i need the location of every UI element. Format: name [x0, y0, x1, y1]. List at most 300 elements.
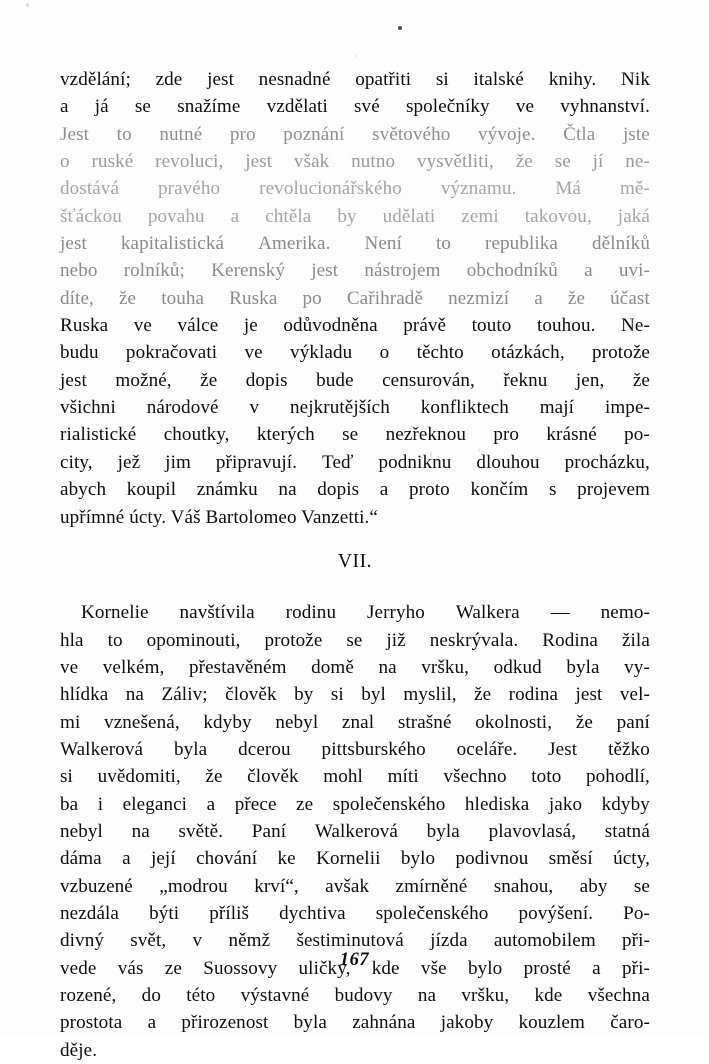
scan-speckle — [355, 55, 357, 57]
word: je — [243, 315, 258, 337]
word: Kerenský — [211, 260, 286, 282]
word: pohodlí, — [586, 766, 650, 788]
word: ba — [60, 793, 79, 815]
word: vznešená, — [104, 711, 180, 733]
word: kdyby — [601, 793, 650, 815]
word: vzdělati — [266, 96, 328, 118]
word: společníky — [405, 96, 490, 118]
word: impe- — [604, 397, 650, 419]
word: významu. — [440, 178, 517, 200]
word: jest — [207, 69, 234, 90]
word: censurován, — [382, 369, 475, 391]
word: Kornelii — [316, 848, 381, 870]
word: společenského — [332, 793, 446, 815]
word: navštívila — [179, 602, 255, 624]
word: vel- — [619, 684, 650, 706]
word: poznání — [283, 123, 345, 145]
word: prosté — [523, 957, 571, 979]
word: Ne- — [621, 315, 650, 337]
word: nemo- — [600, 602, 650, 624]
word: na — [417, 985, 437, 1006]
word: se — [633, 875, 650, 897]
word: revolucionářského — [259, 178, 402, 200]
word: jakoby — [440, 1012, 494, 1034]
word: Ruska — [60, 315, 109, 337]
text-block — [60, 66, 650, 1064]
word: statná — [604, 820, 650, 842]
word: pro — [493, 424, 520, 446]
word: se — [134, 96, 152, 118]
word: — — [550, 602, 570, 624]
word: nutno — [351, 151, 396, 173]
word: směsí — [548, 848, 593, 870]
text-line — [60, 599, 650, 626]
word: by — [337, 205, 357, 227]
word: revoluci, — [155, 151, 224, 173]
word: Ruska — [229, 287, 278, 309]
page-folio: 167 — [339, 950, 370, 970]
word: vršku, — [421, 656, 470, 678]
word: se — [346, 629, 363, 651]
text-line — [60, 175, 650, 202]
word: byla — [173, 738, 208, 760]
word: plavovlasá, — [488, 820, 577, 842]
word: velkém, — [102, 656, 165, 678]
word: na — [378, 656, 397, 678]
word: úcty, — [613, 848, 650, 870]
word: znal — [341, 711, 375, 733]
word: míti — [387, 766, 419, 788]
word: Čtla — [563, 123, 596, 145]
word: dopis — [245, 369, 288, 391]
word: konfliktech — [420, 397, 509, 419]
word: na — [278, 479, 297, 501]
word: podniknu — [378, 451, 452, 473]
word: kdyby — [203, 711, 252, 733]
word: paní — [616, 711, 650, 733]
word: myslil, — [403, 684, 457, 706]
word: končím — [470, 479, 529, 501]
word: já — [94, 96, 109, 118]
word: ne- — [625, 151, 650, 173]
word: chování — [196, 848, 258, 870]
word: při- — [622, 957, 650, 979]
word: hlediska — [464, 793, 530, 815]
word: vysvětliti, — [416, 151, 494, 173]
word: Jest — [60, 123, 90, 145]
word: jež — [117, 451, 141, 473]
word: jim — [165, 451, 191, 473]
word: svět, — [130, 930, 167, 952]
word: krví“, — [254, 875, 299, 897]
text-line — [60, 681, 650, 708]
word: kde — [534, 985, 563, 1006]
word: byla — [426, 820, 460, 842]
word: Suossovy — [203, 957, 278, 979]
word: pro — [229, 123, 256, 145]
word: její — [150, 848, 176, 870]
word: kterých — [256, 424, 315, 446]
word: jste — [622, 123, 650, 145]
word: hla — [60, 629, 84, 651]
word: pravého — [157, 178, 221, 200]
word: Walkerová — [314, 820, 398, 842]
word: že — [205, 766, 223, 788]
word: neskrývala. — [429, 629, 519, 651]
word: jako — [548, 793, 583, 815]
word: jízda — [430, 930, 468, 952]
word: Není — [364, 233, 402, 255]
word: Po- — [623, 902, 650, 924]
word: účast — [610, 287, 650, 309]
word: že — [632, 369, 650, 391]
word: toto — [531, 766, 562, 788]
text-line — [60, 449, 650, 476]
word: vyhnanství. — [560, 96, 650, 118]
word: povahu — [147, 205, 205, 227]
word: pokračovati — [125, 342, 218, 364]
word: si — [435, 69, 449, 90]
word: okolnosti, — [475, 711, 553, 733]
word: jest — [575, 684, 603, 706]
word: divný — [60, 930, 104, 952]
word: hlídka — [60, 684, 109, 706]
word: příliš — [209, 902, 250, 924]
word: přestavěném — [188, 656, 287, 678]
word: mají — [539, 397, 575, 419]
word: a — [584, 260, 593, 282]
word: vršku, — [461, 985, 510, 1006]
word: automobilem — [493, 930, 596, 952]
word: světě. — [178, 820, 224, 842]
word: rodinu — [285, 602, 337, 624]
word: rialistické — [60, 424, 137, 446]
word: Záliv; — [161, 684, 208, 706]
word: opatřiti — [355, 69, 412, 90]
text-line — [60, 257, 650, 284]
text-line: upřímné úcty. Váš Bartolomeo Vanzetti.“ — [60, 506, 378, 528]
word: by — [294, 684, 314, 706]
word: snahou, — [493, 875, 554, 897]
word: těžko — [608, 738, 650, 760]
word: choutky, — [163, 424, 230, 446]
word: takovou, — [524, 205, 592, 227]
word: uličky, — [298, 957, 351, 979]
word: oceláře. — [456, 738, 518, 760]
word: city, — [60, 451, 93, 473]
word: člověk — [225, 684, 277, 706]
word: zemi — [461, 205, 499, 227]
word: chtěla — [265, 205, 312, 227]
word: přirozenost — [181, 1012, 269, 1034]
word: žila — [621, 629, 650, 651]
word: díte, — [60, 287, 94, 309]
text-line — [60, 763, 650, 790]
word: republika — [485, 233, 559, 255]
word: ruské — [91, 151, 134, 173]
word: nesnadné — [258, 69, 331, 90]
word: Walkera — [455, 602, 520, 624]
word: rolníků; — [123, 260, 185, 282]
word: mi — [60, 711, 81, 733]
word: známku — [196, 479, 258, 501]
word: se — [342, 424, 359, 446]
word: mohl — [323, 766, 363, 788]
word: budu — [60, 342, 99, 364]
word: společenského — [375, 902, 489, 924]
word: pittsburského — [321, 738, 426, 760]
scan-speckle — [26, 3, 29, 7]
word: Kornelie — [81, 602, 149, 624]
word: to — [116, 123, 132, 145]
word: kapitalistická — [120, 233, 225, 255]
word: zde — [155, 69, 183, 90]
word: nezdála — [60, 902, 119, 924]
word: vás — [117, 957, 144, 979]
word: s — [548, 479, 557, 501]
word: právě — [403, 315, 447, 337]
text-line — [60, 312, 650, 339]
letter-continuation-paragraph — [60, 66, 650, 531]
word: že — [474, 684, 492, 706]
word: aby — [579, 875, 608, 897]
word: uvi- — [618, 260, 650, 282]
word: abych — [60, 479, 107, 501]
word: jaká — [617, 205, 650, 227]
word: to — [435, 233, 452, 255]
word: Teď — [322, 451, 354, 473]
word: podivnou — [455, 848, 529, 870]
word: uvědomiti, — [97, 766, 181, 788]
word: ze — [164, 957, 182, 979]
word: při- — [622, 930, 650, 952]
word: Amerika. — [258, 233, 331, 255]
word: i — [97, 793, 104, 815]
word: odkud — [493, 656, 542, 678]
word: kde — [371, 957, 400, 979]
word: možné, — [115, 369, 172, 391]
word: domě — [311, 656, 354, 678]
word: krásné — [546, 424, 597, 446]
word: Paní — [251, 820, 287, 842]
word: výkladu — [290, 342, 353, 364]
word: že — [567, 287, 586, 309]
word: budovy — [334, 985, 393, 1006]
word: projevem — [577, 479, 650, 501]
word: proto — [409, 479, 450, 501]
word: v — [192, 930, 203, 952]
word: nebyl — [60, 820, 103, 842]
word: dělníků — [592, 233, 650, 255]
word: po- — [624, 424, 650, 446]
word: strašné — [397, 711, 452, 733]
word: byla — [293, 1012, 327, 1034]
word: bude — [316, 369, 354, 391]
word: dostává — [60, 178, 120, 200]
text-line — [60, 367, 650, 394]
word: dopis — [317, 479, 360, 501]
text-line — [60, 845, 650, 872]
word: koupil — [126, 479, 177, 501]
text-line — [60, 873, 650, 900]
word: jest — [311, 260, 339, 282]
word: o — [379, 342, 390, 364]
word: na — [125, 684, 145, 706]
word: „modrou — [159, 875, 228, 897]
word: snažíme — [177, 96, 241, 118]
word: němž — [228, 930, 271, 952]
text-line — [60, 791, 650, 818]
word: všechna — [587, 985, 650, 1006]
word: jest — [60, 233, 87, 255]
word: vede — [60, 957, 97, 979]
word: eleganci — [122, 793, 188, 815]
word: obchodníků — [466, 260, 558, 282]
word: na — [131, 820, 150, 842]
word: a — [60, 96, 69, 118]
word: odůvodněna — [283, 315, 378, 337]
word: ve — [60, 656, 79, 678]
text-line — [60, 394, 650, 421]
word: do — [141, 985, 161, 1006]
word: jí — [592, 151, 604, 173]
word: této — [186, 985, 216, 1006]
text-line — [60, 93, 650, 120]
text-line — [60, 627, 650, 654]
text-line — [60, 1009, 650, 1036]
word: v — [249, 397, 260, 419]
word: jen, — [575, 369, 605, 391]
word: a — [122, 848, 131, 870]
word: o — [60, 151, 70, 173]
word: a — [379, 479, 389, 501]
word: protože — [592, 342, 650, 364]
word: touto — [471, 315, 512, 337]
word: rozené, — [60, 985, 117, 1006]
word: jest — [245, 151, 273, 173]
word: byla — [566, 656, 600, 678]
word: ze — [296, 793, 314, 815]
word: knihy. — [548, 69, 597, 90]
word: Nik — [621, 69, 650, 90]
word: bylo — [400, 848, 436, 870]
word: procházku, — [564, 451, 650, 473]
word: připravují. — [215, 451, 298, 473]
word: býti — [149, 902, 180, 924]
word: protože — [264, 629, 323, 651]
word: nejkrutějších — [289, 397, 390, 419]
word: výstavné — [240, 985, 310, 1006]
word: a — [592, 957, 601, 979]
scan-speckle — [398, 26, 402, 30]
word: Walkerová — [60, 738, 144, 760]
word: zahnána — [352, 1012, 416, 1034]
word: udělati — [382, 205, 436, 227]
word: vzbuzené — [60, 875, 133, 897]
word: Jest — [548, 738, 578, 760]
word: vy- — [624, 656, 650, 678]
word: své — [354, 96, 380, 118]
text-line — [60, 736, 650, 763]
word: a — [534, 287, 543, 309]
word: Rodina — [542, 629, 599, 651]
word: a — [147, 1012, 157, 1034]
text-line — [60, 230, 650, 257]
word: že — [575, 711, 593, 733]
word: čaro- — [610, 1012, 650, 1034]
word: zmírněné — [395, 875, 468, 897]
word: po — [302, 287, 322, 309]
text-line — [60, 818, 650, 845]
text-line: děje. — [60, 1039, 98, 1061]
word: Má — [555, 178, 581, 200]
word: válce — [177, 315, 219, 337]
text-line — [60, 66, 650, 93]
word: mě- — [619, 178, 650, 200]
word: všichni — [60, 397, 116, 419]
word: těchto — [416, 342, 464, 364]
word: již — [386, 629, 406, 651]
word: nástrojem — [364, 260, 441, 282]
word: rodina — [508, 684, 559, 706]
word: šťáckou — [60, 205, 122, 227]
word: touha — [161, 287, 205, 309]
word: bylo — [467, 957, 503, 979]
word: ve — [515, 96, 535, 118]
word: nezmizí — [448, 287, 510, 309]
word: jest — [60, 369, 87, 391]
word: dlouhou — [476, 451, 540, 473]
word: nebyl — [275, 711, 319, 733]
word: člověk — [247, 766, 299, 788]
word: všechno — [443, 766, 507, 788]
word: nutné — [159, 123, 203, 145]
word: přece — [234, 793, 277, 815]
word: řeknu — [503, 369, 548, 391]
word: Jerryho — [366, 602, 425, 624]
word: nebo — [60, 260, 98, 282]
word: si — [60, 766, 73, 788]
word: vše — [420, 957, 447, 979]
word: prostota — [60, 1012, 123, 1034]
word: Cařihradě — [346, 287, 424, 309]
word: že — [515, 151, 533, 173]
word: dcerou — [238, 738, 291, 760]
word: dychtiva — [279, 902, 346, 924]
word: byl — [361, 684, 386, 706]
word: touhou. — [536, 315, 596, 337]
word: kouzlem — [518, 1012, 585, 1034]
word: světového — [372, 123, 451, 145]
word: opominouti, — [146, 629, 241, 651]
text-line — [60, 339, 650, 366]
text-line — [60, 476, 650, 503]
word: vzdělání; — [60, 69, 131, 90]
word: ve — [244, 342, 263, 364]
text-line — [60, 203, 650, 230]
text-line — [60, 654, 650, 681]
word: šestiminutová — [296, 930, 404, 952]
text-line — [60, 421, 650, 448]
word: vývoje. — [478, 123, 536, 145]
word: ve — [133, 315, 152, 337]
word: otázkách, — [491, 342, 565, 364]
word: se — [554, 151, 571, 173]
word: a — [206, 793, 216, 815]
word: však — [293, 151, 330, 173]
word: národové — [146, 397, 219, 419]
text-line — [60, 900, 650, 927]
